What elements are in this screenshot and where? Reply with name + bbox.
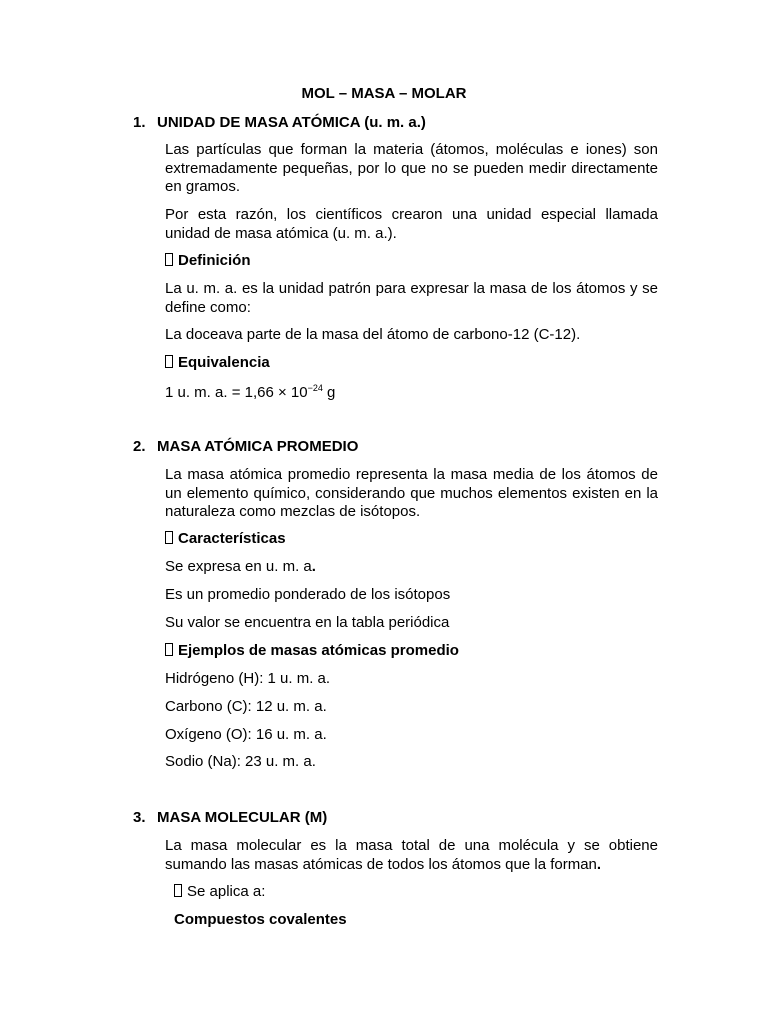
formula-exponent: −24 [307,383,323,393]
section-1-paragraph-2: Por esta razón, los científicos crearon una unidad especial llamada unidad de masa atómica (u. m. a.). [165,206,658,242]
section-2-heading [133,438,358,455]
aplica-line [174,883,265,900]
definicion-subheading [165,252,251,269]
section-title: MASA MOLECULAR (M) [157,809,328,826]
definicion-value: La doceava parte de la masa del átomo de carbono-12 (C-12). [165,326,581,343]
section-number: 3. [133,809,146,826]
formula-unit: g [322,384,336,401]
section-number: 2. [133,438,146,455]
subheading-label: Ejemplos de masas atómicas promedio [178,642,459,659]
subheading-label: Características [178,530,286,547]
list-item: Carbono (C): 12 u. m. a. [165,698,327,715]
compuestos-subheading: Compuestos covalentes [174,911,347,928]
list-item [165,558,316,575]
document-title: MOL – MASA – MOLAR [301,85,467,102]
equivalencia-formula [165,383,335,401]
paragraph-suffix: . [596,855,602,873]
missing-glyph-icon [174,884,182,897]
section-title: UNIDAD DE MASA ATÓMICA (u. m. a.) [157,114,426,131]
subheading-label: Equivalencia [178,354,270,371]
list-item-text: Se expresa en u. m. a [165,558,312,575]
aplica-label: Se aplica a: [187,883,266,900]
section-title: MASA ATÓMICA PROMEDIO [157,438,359,455]
paragraph-text: La masa molecular es la masa total de una molécula y se obtiene sumando las masas atómicas de todos los átomos que la forman [165,837,658,873]
section-2-paragraph-1: La masa atómica promedio representa la masa media de los átomos de un elemento químico, considerando que muchos elementos existen en la naturaleza como mezclas de isótopos. [165,466,658,520]
list-item: Es un promedio ponderado de los isótopos [165,586,451,603]
caracteristicas-subheading [165,530,286,547]
section-1-heading [133,114,426,131]
list-item: Oxígeno (O): 16 u. m. a. [165,726,327,743]
formula-base: 1 u. m. a. = 1,66 × 10 [165,384,308,401]
list-item: Su valor se encuentra en la tabla periódica [165,614,450,631]
section-3-paragraph-1 [165,837,658,874]
equivalencia-subheading [165,354,270,371]
subheading-label: Definición [178,252,251,269]
missing-glyph-icon [165,253,173,266]
ejemplos-subheading [165,642,459,659]
definicion-text: La u. m. a. es la unidad patrón para expresar la masa de los átomos y se define como: [165,280,658,316]
list-item: Hidrógeno (H): 1 u. m. a. [165,670,331,687]
missing-glyph-icon [165,531,173,544]
missing-glyph-icon [165,355,173,368]
section-number: 1. [133,114,146,131]
missing-glyph-icon [165,643,173,656]
list-item-suffix: . [311,558,316,575]
list-item: Sodio (Na): 23 u. m. a. [165,753,316,770]
section-1-paragraph-1: Las partículas que forman la materia (átomos, moléculas e iones) son extremadamente pequeñas, por lo que no se pueden medir directamente en gramos. [165,141,658,195]
section-3-heading [133,809,327,826]
